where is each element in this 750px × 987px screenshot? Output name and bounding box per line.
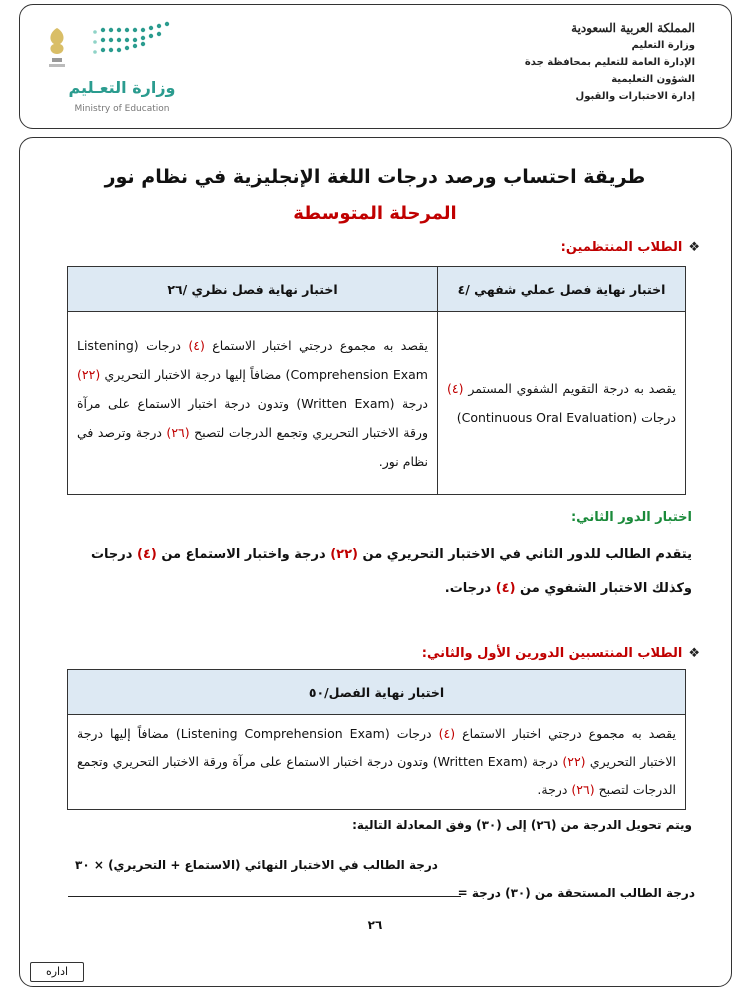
table-header-row xyxy=(68,267,686,312)
section-regular-heading xyxy=(100,240,700,255)
affiliated-students-table xyxy=(67,669,686,810)
header-line-directorate: الإدارة العامة للتعليم بمحافظة جدة xyxy=(524,57,695,68)
header-line-kingdom: المملكة العربية السعودية xyxy=(571,21,695,35)
header-practical-oral: اختبار نهاية فصل عملي شفهي /٤ xyxy=(438,267,686,312)
page-number: ٢٦ xyxy=(367,918,383,932)
header-line-department: إدارة الاختبارات والقبول xyxy=(575,91,695,102)
header-line-ministry: وزارة التعليم xyxy=(631,40,695,51)
second-round-paragraph: يتقدم الطالب للدور الثاني في الاختبار التحريري من (٢٢) درجة واختبار الاستماع من (٤) درجات وكذلك الاختبار الشفوي من (٤) درجات. xyxy=(90,547,692,596)
second-round-heading: اختبار الدور الثاني: xyxy=(570,510,692,525)
section-regular-label: الطلاب المنتظمين: xyxy=(560,240,683,255)
final-exam-description-cell: يقصد به مجموع درجتي اختبار الاستماع (٤) درجات (Listening Comprehension Exam) مضافاً إليها درجة الاختبار التحريري (٢٢) درجة (Written Exam) وتدون درجة اختبار الاستماع على مرآة ورقة الاختبار التحريري وتجمع الدرجات لتصبح (٢٦) درجة. xyxy=(68,715,686,810)
department-stamp: اداره xyxy=(30,962,84,982)
oral-description-cell: يقصد به درجة التقويم الشفوي المستمر (٤) درجات (Continuous Oral Evaluation) xyxy=(438,312,686,495)
header-final-exam: اختبار نهاية الفصل/٥٠ xyxy=(68,670,686,715)
bullet-star-icon: ❖ xyxy=(688,646,700,661)
regular-students-table xyxy=(67,266,686,495)
theoretical-description-cell: يقصد به مجموع درجتي اختبار الاستماع (٤) درجات (Listening Comprehension Exam) مضافاً إليها درجة الاختبار التحريري (٢٢) درجة (Written Exam) وتدون درجة اختبار الاستماع على مرآة ورقة الاختبار التحريري وتجمع الدرجات لتصبح (٢٦) درجة وترصد في نظام نور. xyxy=(68,312,438,495)
formula-result-label: درجة الطالب المستحقة من (٣٠) درجة = xyxy=(457,886,695,900)
table-header-row xyxy=(68,670,686,715)
formula-numerator: درجة الطالب في الاختبار النهائي (الاستماع + التحريري) × ٣٠ xyxy=(75,858,438,872)
ministry-logo-dots-icon xyxy=(55,18,175,68)
ministry-logo-english: Ministry of Education xyxy=(74,104,170,114)
page-subtitle: المرحلة المتوسطة xyxy=(293,203,457,224)
header-line-affairs: الشؤون التعليمية xyxy=(611,74,695,85)
page-title: طريقة احتساب ورصد درجات اللغة الإنجليزية في نظام نور xyxy=(104,166,646,188)
table-row xyxy=(68,715,686,810)
section-affiliated-label: الطلاب المنتسبين الدورين الأول والثاني: xyxy=(421,646,683,661)
conversion-note: ويتم تحويل الدرجة من (٢٦) إلى (٣٠) وفق المعادلة التالية: xyxy=(352,818,692,832)
ministry-logo-arabic: وزارة التعـليم xyxy=(68,78,176,97)
formula-fraction-line xyxy=(68,896,461,897)
bullet-star-icon: ❖ xyxy=(688,240,700,255)
section-affiliated-heading xyxy=(100,646,700,661)
header-theoretical: اختبار نهاية فصل نظري /٢٦ xyxy=(68,267,438,312)
table-row xyxy=(68,312,686,495)
header-org-lines xyxy=(435,20,695,105)
